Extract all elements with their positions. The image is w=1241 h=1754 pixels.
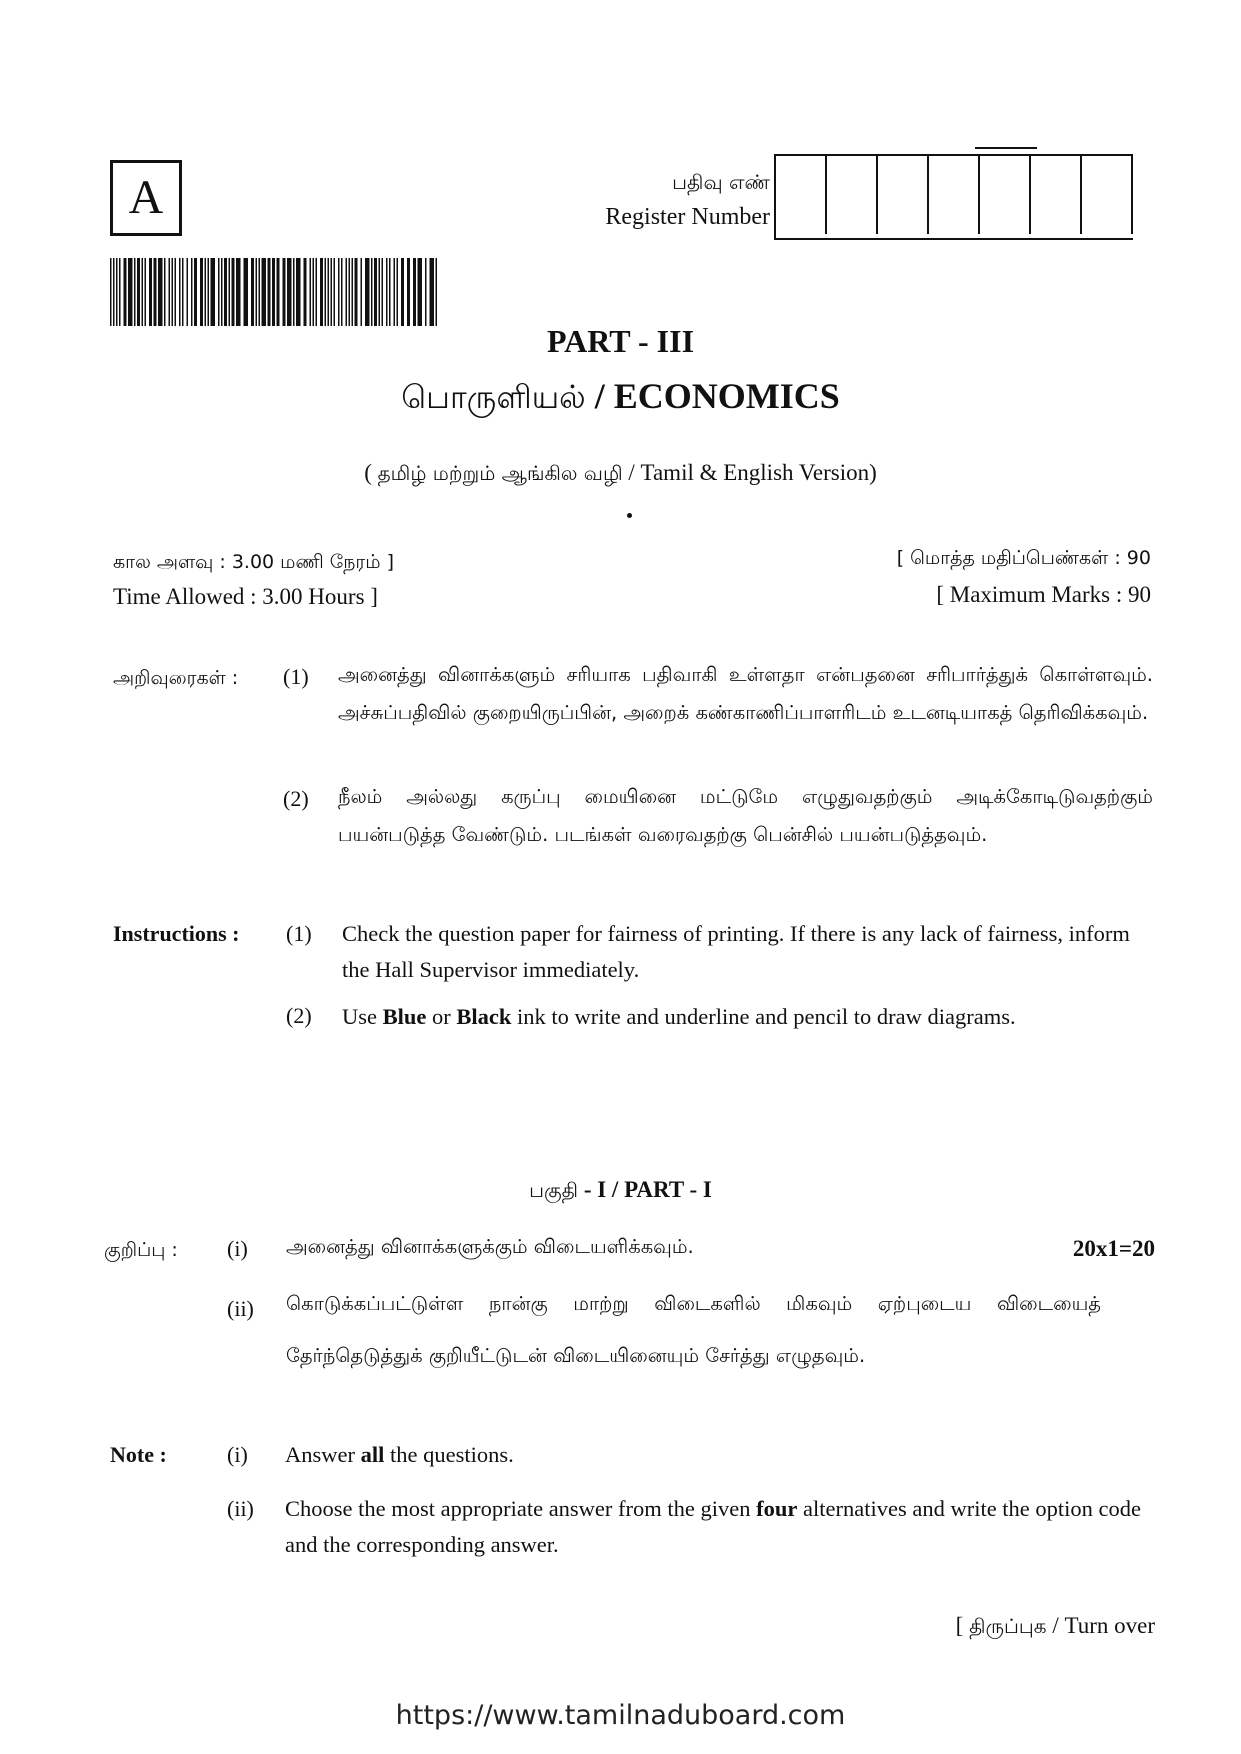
instruction-number: (1)	[286, 921, 312, 946]
register-digit-cell[interactable]	[1082, 156, 1133, 234]
register-digit-cell[interactable]	[1031, 156, 1082, 234]
part-title: PART - III	[546, 323, 695, 359]
turn-over-tamil: திருப்புக	[969, 1614, 1047, 1638]
part-one-heading-english: - I / PART - I	[578, 1177, 712, 1202]
subject-separator: /	[585, 376, 614, 416]
instruction-text-part: ink to write and underline and pencil to draw diagrams.	[511, 1004, 1016, 1029]
version-tamil: தமிழ் மற்றும் ஆங்கில வழி	[377, 461, 623, 485]
note-text-tamil: கொடுக்கப்பட்டுள்ள நான்கு மாற்று விடைகளில் மிகவும் ஏற்புடைய விடையைத் தேர்ந்தெடுத்துக் குறியீட்டுடன் விடையினையும் சேர்த்து எழுதவும்.	[286, 1292, 1101, 1367]
maximum-marks-tamil-text: [ மொத்த மதிப்பெண்கள் : 90	[896, 547, 1151, 569]
maximum-marks: [ Maximum Marks : 90	[936, 582, 1151, 607]
time-allowed-tamil-text: கால அளவு : 3.00 மணி நேரம் ]	[113, 551, 394, 573]
note-text-part: the questions.	[384, 1442, 514, 1467]
note-number: (ii)	[227, 1296, 254, 1321]
instruction-number: (1)	[283, 664, 309, 689]
instruction-text	[342, 999, 1160, 1035]
turn-over-note	[956, 1613, 1155, 1641]
time-allowed-tamil	[113, 548, 394, 576]
note-text-part: Answer	[285, 1442, 361, 1467]
note-text	[285, 1437, 1105, 1473]
ink-color-black: Black	[456, 1004, 512, 1029]
instructions-label-tamil	[113, 664, 238, 692]
part-one-heading	[0, 1177, 1241, 1205]
register-number-label-tamil: பதிவு எண்	[672, 170, 770, 194]
note-text-tamil: அனைத்து வினாக்களுக்கும் விடையளிக்கவும்.	[286, 1235, 694, 1258]
note-number: (ii)	[227, 1496, 254, 1521]
version-open: (	[364, 460, 378, 485]
register-digit-cell[interactable]	[776, 156, 827, 234]
note-number: (i)	[227, 1442, 248, 1467]
note-label-tamil-text: குறிப்பு :	[104, 1239, 178, 1261]
turn-over-english: / Turn over	[1046, 1613, 1155, 1638]
instruction-text-part: or	[426, 1004, 457, 1029]
note-label-tamil	[104, 1236, 178, 1264]
register-number-label: Register Number	[605, 204, 770, 230]
turn-over-open: [	[955, 1613, 970, 1638]
register-number-grid[interactable]	[774, 154, 1133, 240]
subject-title	[0, 375, 1241, 420]
version-line	[0, 460, 1241, 488]
version-english: / Tamil & English Version)	[622, 460, 877, 485]
instructions-label-tamil-text: அறிவுரைகள் :	[113, 667, 239, 689]
note-text-part: alternatives and write the option code and the corresponding answer.	[285, 1496, 1142, 1557]
instructions-label: Instructions :	[113, 921, 240, 946]
instruction-text-tamil: அனைத்து வினாக்களும் சரியாக பதிவாகி உள்ளதா என்பதனை சரிபார்த்துக் கொள்ளவும். அச்சுப்பதிவில் குறையிருப்பின், அறைக் கண்காணிப்பாளரிடம் உடனடியாகத் தெரிவிக்கவும்.	[338, 663, 1153, 724]
note-text-part: Choose the most appropriate answer from the given	[285, 1496, 757, 1521]
barcode	[110, 258, 442, 326]
register-digit-cell[interactable]	[929, 156, 980, 234]
register-top-line	[975, 147, 1037, 149]
instruction-text-tamil: நீலம் அல்லது கருப்பு மையினை மட்டுமே எழுதுவதற்கும் அடிக்கோடிடுவதற்கும் பயன்படுத்த வேண்டும். படங்கள் வரைவதற்கு பென்சில் பயன்படுத்தவும்.	[338, 785, 1153, 846]
instruction-number: (2)	[283, 786, 309, 811]
question-series-box: A	[110, 160, 182, 236]
marks-distribution: 20x1=20	[1072, 1236, 1155, 1261]
maximum-marks-tamil	[897, 544, 1151, 572]
stray-dot	[627, 513, 632, 518]
note-number: (i)	[227, 1236, 248, 1261]
register-digit-cell[interactable]	[980, 156, 1031, 234]
instruction-text-part: Use	[342, 1004, 383, 1029]
ink-color-blue: Blue	[382, 1004, 427, 1029]
subject-english: ECONOMICS	[613, 376, 840, 416]
note-label: Note :	[110, 1442, 167, 1467]
register-digit-cell[interactable]	[878, 156, 929, 234]
register-digit-cell[interactable]	[827, 156, 878, 234]
note-emphasis: all	[360, 1442, 385, 1467]
note-emphasis: four	[756, 1496, 798, 1521]
instruction-text: Check the question paper for fairness of printing. If there is any lack of fairness, inform the Hall Supervisor immediately.	[342, 921, 1130, 982]
time-allowed: Time Allowed : 3.00 Hours ]	[113, 584, 378, 609]
website-url[interactable]: https://www.tamilnaduboard.com	[395, 1700, 846, 1731]
instruction-number: (2)	[286, 1003, 312, 1028]
part-one-heading-tamil: பகுதி	[529, 1178, 579, 1202]
note-text	[285, 1491, 1155, 1563]
subject-tamil: பொருளியல்	[401, 378, 586, 416]
